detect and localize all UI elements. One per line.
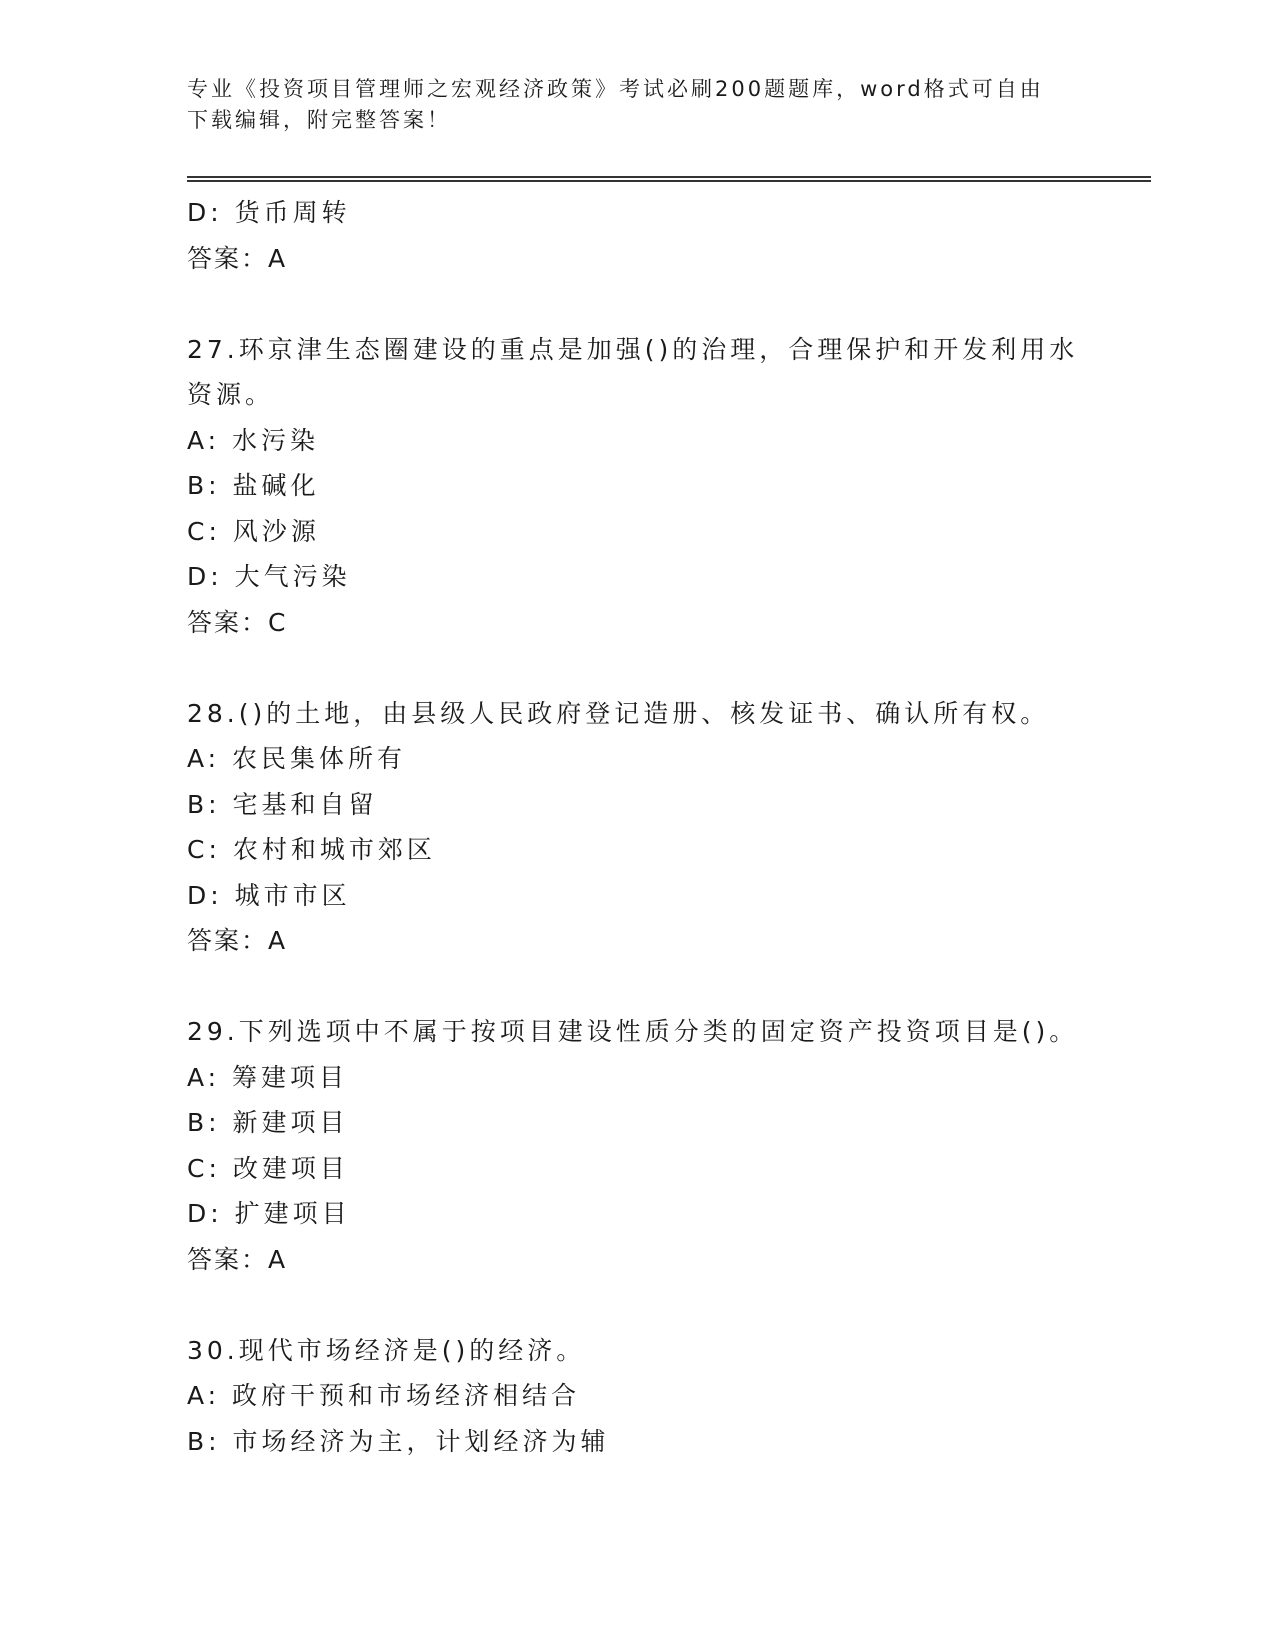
option-c: C: 改建项目 <box>187 1153 349 1183</box>
spacer <box>187 1282 1087 1328</box>
option-b: B: 宅基和自留 <box>187 789 378 819</box>
header-divider <box>187 176 1151 182</box>
question-list <box>187 190 1087 1464</box>
answer-line: 答案：A <box>187 243 288 273</box>
spacer <box>187 645 1087 691</box>
option-d: D: 大气污染 <box>187 562 351 591</box>
question-29 <box>187 1009 1087 1282</box>
question-stem: 27.环京津生态圈建设的重点是加强()的治理，合理保护和开发利用水 <box>187 334 1079 364</box>
document-header <box>187 74 1087 136</box>
spacer <box>187 964 1087 1010</box>
question-stem: 29.下列选项中不属于按项目建设性质分类的固定资产投资项目是()。 <box>187 1017 1079 1046</box>
option-a: A: 筹建项目 <box>187 1062 349 1092</box>
question-27 <box>187 327 1087 646</box>
header-line-1: 专业《投资项目管理师之宏观经济政策》考试必刷200题题库，word格式可自由 <box>187 77 1044 101</box>
answer-line: 答案：A <box>187 1244 288 1274</box>
option-c: C: 农村和城市郊区 <box>187 835 436 864</box>
question-stem: 28.()的土地，由县级人民政府登记造册、核发证书、确认所有权。 <box>187 698 1050 728</box>
header-line-2: 下载编辑，附完整答案！ <box>187 108 451 132</box>
option-b: B: 盐碱化 <box>187 471 320 500</box>
option-b: B: 市场经济为主，计划经济为辅 <box>187 1426 610 1456</box>
question-stem-continued: 资源。 <box>187 380 275 409</box>
option-b: B: 新建项目 <box>187 1108 349 1137</box>
answer-line: 答案：C <box>187 607 288 637</box>
option-d: D: 货币周转 <box>187 198 351 227</box>
spacer <box>187 281 1087 327</box>
option-a: A: 政府干预和市场经济相结合 <box>187 1381 581 1410</box>
option-a: A: 农民集体所有 <box>187 744 407 773</box>
question-stem: 30.现代市场经济是()的经济。 <box>187 1335 586 1365</box>
question-fragment <box>187 190 1087 281</box>
option-d: D: 扩建项目 <box>187 1199 351 1228</box>
answer-line: 答案：A <box>187 926 288 955</box>
option-a: A: 水污染 <box>187 425 320 455</box>
question-28 <box>187 691 1087 964</box>
option-c: C: 风沙源 <box>187 516 320 546</box>
option-d: D: 城市市区 <box>187 880 351 910</box>
question-30 <box>187 1328 1087 1465</box>
